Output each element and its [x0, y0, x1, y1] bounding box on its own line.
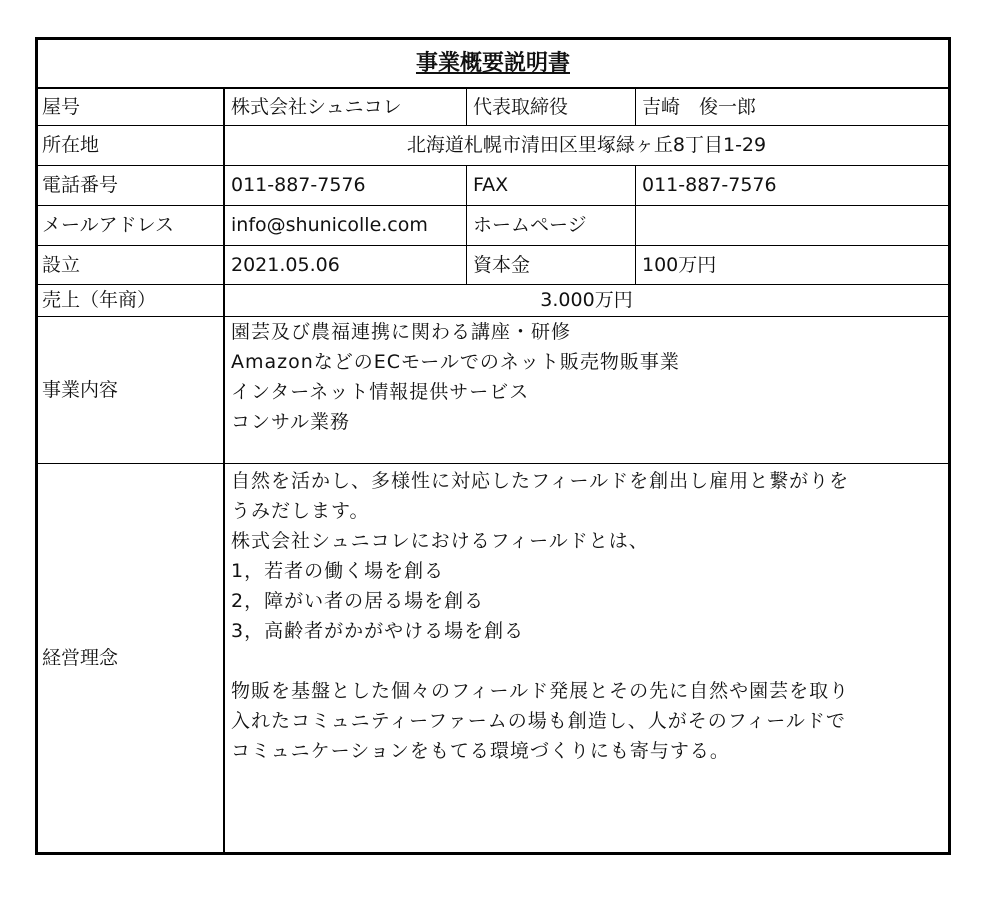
established-value: 2021.05.06	[231, 253, 340, 276]
philosophy-line: 自然を活かし、多様性に対応したフィールドを創出し雇用と繋がりを	[231, 470, 850, 492]
philosophy-line: 入れたコミュニティーファームの場も創造し、人がそのフィールドで	[231, 710, 846, 732]
established-label: 設立	[42, 253, 81, 276]
address-value: 北海道札幌市清田区里塚緑ヶ丘8丁目1-29	[406, 134, 767, 156]
business-content-label: 事業内容	[42, 378, 119, 401]
capital-label: 資本金	[473, 253, 531, 276]
philosophy-text	[225, 466, 948, 852]
business-content-item: AmazonなどのECモールでのネット販売物販事業	[231, 351, 680, 373]
philosophy-line: 1，若者の働く場を創る	[231, 560, 445, 582]
philosophy-line: 2，障がい者の居る場を創る	[231, 590, 485, 612]
homepage-value	[636, 206, 948, 245]
philosophy-line: 3，高齢者がかがやける場を創る	[231, 620, 525, 642]
phone-label: 電話番号	[42, 174, 119, 196]
philosophy-line: うみだします。	[231, 500, 370, 522]
document-title: 事業概要説明書	[415, 50, 570, 76]
business-content-item: 園芸及び農福連携に関わる講座・研修	[231, 321, 572, 343]
representative-value: 吉崎 俊一郎	[642, 95, 757, 118]
sales-value: 3.000万円	[540, 289, 633, 311]
fax-value: 011-887-7576	[642, 174, 777, 196]
business-content-item: コンサル業務	[231, 411, 351, 433]
homepage-label: ホームページ	[473, 214, 587, 236]
sales-label: 売上（年商）	[42, 289, 157, 311]
business-content-list	[225, 317, 948, 463]
business-content-item: インターネット情報提供サービス	[231, 381, 530, 403]
trade-name-label: 屋号	[42, 95, 81, 118]
email-label: メールアドレス	[42, 214, 175, 236]
philosophy-blank-line	[231, 646, 948, 676]
trade-name-value: 株式会社シュニコレ	[231, 95, 402, 118]
address-label: 所在地	[42, 134, 100, 156]
fax-label: FAX	[473, 174, 509, 196]
philosophy-line: コミュニケーションをもてる環境づくりにも寄与する。	[231, 740, 730, 762]
capital-value: 100万円	[642, 253, 717, 276]
phone-value: 011-887-7576	[231, 174, 366, 196]
philosophy-line: 物販を基盤とした個々のフィールド発展とその先に自然や園芸を取り	[231, 680, 850, 702]
email-value: info@shunicolle.com	[231, 214, 428, 236]
representative-label: 代表取締役	[473, 95, 569, 118]
philosophy-label: 経営理念	[42, 646, 119, 669]
philosophy-line: 株式会社シュニコレにおけるフィールドとは、	[231, 530, 649, 552]
business-overview-sheet	[35, 37, 951, 855]
